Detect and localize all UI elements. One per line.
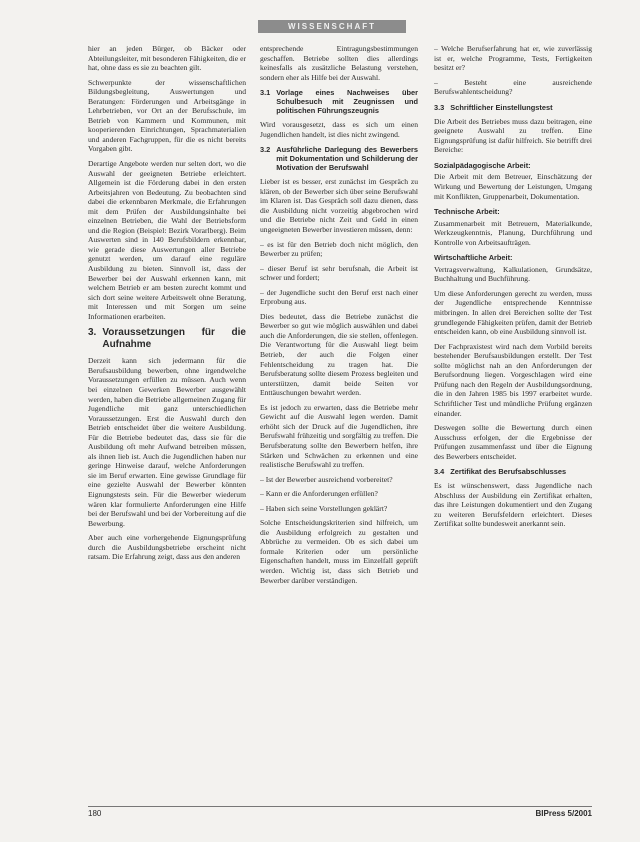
paragraph: Vertragsverwaltung, Kalkulationen, Grundsätze, Buchhaltung und Buchführung.	[434, 264, 592, 284]
subsection-heading	[260, 88, 418, 115]
bullet-item: – Welche Berufserfahrung hat er, wie zuverlässig ist er, welche Programme, Tests, Fertigkeiten besitzt er?	[434, 44, 592, 73]
paragraph: Solche Entscheidungskriterien sind hilfreich, um die Ausbildung erfolgreich zu gestalten und Abbrüche zu vermeiden. Ob es sich dabei um formale Kriterien oder um persönliche Eigenschaften handelt, muss im Einzelfall geprüft werden. Wichtig ist, dass sich Betrieb und Bewerber darüber verständigen.	[260, 518, 418, 585]
section-banner: WISSENSCHAFT	[258, 20, 406, 33]
text-column-1	[88, 44, 246, 802]
paragraph: Deswegen sollte die Bewertung durch einen Ausschuss erfolgen, der die Ergebnisse der Prüfungen zusammenfasst und über die Eignung des Bewerbers entscheidet.	[434, 423, 592, 461]
run-in-label: Wirtschaftliche Arbeit:	[434, 253, 513, 263]
bullet-item: – der Jugendliche sucht den Beruf erst nach einer Erprobung aus.	[260, 287, 418, 307]
bullet-item: – Haben sich seine Vorstellungen geklärt?	[260, 503, 388, 513]
section-number: 3.	[88, 327, 97, 339]
paragraph: Aber auch eine vorhergehende Eignungsprüfung durch die Ausbildungsbetriebe erscheint nicht ratsam. Die Erfahrung zeigt, dass aus den anderen	[88, 533, 246, 562]
page-footer	[88, 806, 592, 819]
paragraph: Dies bedeutet, dass die Betriebe zunächst die Bewerber so gut wie möglich auswählen und dabei auch die Anforderungen, die sie stellen, offenlegen. Die Verantwortung für die Auswahl liegt beim Betrieb, der auch die Folgen einer Fehlentscheidung zu tragen hat. Die Berufsberatung sollte diesem Prozess begleiten und unterstützen, damit beide Seiten vor Enttäuschungen bewahrt werden.	[260, 311, 418, 398]
bullet-item: – es ist für den Betrieb doch nicht möglich, den Bewerber zu prüfen;	[260, 239, 418, 259]
subsection-title: Vorlage eines Nachweises über Schulbesuch mit Zeugnissen und politischen Führungszeugnis	[276, 88, 418, 116]
text-column-3	[434, 44, 592, 802]
section-title: Voraussetzungen für die Aufnahme	[102, 327, 246, 350]
run-in-label: Sozialpädagogische Arbeit:	[434, 160, 531, 170]
paragraph: Zusammenarbeit mit Betreuern, Materialkunde, Werkzeugkenntnis, Planung, Durchführung und Kontrolle von Arbeitsaufträgen.	[434, 218, 592, 247]
paragraph: Schwerpunkte der wissenschaftlichen Bildungsbegleitung, Auswertungen und Beratungen: Förderungen und Arbeitsgänge in Lehrbetrieben, vor Ort an der Berufsschule, im Betrieb von Kammern und Kommunen, mit kooperierenden Einrichtungen, Sprachmaterialien und anderen Fachgruppen, für die es nicht bereits Vorgaben gibt.	[88, 77, 246, 154]
paragraph: entsprechende Eintragungsbestimmungen geschaffen. Betriebe sollten dies allerdings keinesfalls als zusätzliche Belastung verstehen, sondern eher als Hilfe bei der Auswahl.	[260, 44, 418, 82]
subsection-heading	[434, 103, 592, 112]
paragraph: Wird vorausgesetzt, dass es sich um einen Jugendlichen handelt, ist dies nicht zwingend.	[260, 120, 418, 139]
bullet-item: – dieser Beruf ist sehr berufsnah, die Arbeit ist schwer und fordert;	[260, 263, 418, 283]
subsection-title: Ausführliche Darlegung des Bewerbers mit Dokumentation und Schilderung der Motivation der Berufswahl	[276, 145, 418, 173]
run-in-label: Technische Arbeit:	[434, 207, 500, 217]
subsection-title: Zertifikat des Berufsabschlusses	[450, 467, 567, 477]
subsection-number: 3.1	[260, 88, 271, 98]
subsection-heading	[434, 467, 592, 476]
bullet-item: – Besteht eine ausreichende Berufswahlentscheidung?	[434, 77, 592, 97]
paragraph: Es ist jedoch zu erwarten, dass die Betriebe mehr Gewicht auf die Auswahl legen werden. Damit erhöht sich der Druck auf die Jugendlichen, ihre Berufswahl frühzeitig und sorgfältig zu treffen. Die Berufsberatung sollte den Bewerbern helfen, ihre Stärken und Schwächen zu erkennen und eine realistische Berufswahl zu treffen.	[260, 402, 418, 470]
bullet-item: – Ist der Bewerber ausreichend vorbereitet?	[260, 474, 393, 484]
paragraph: Lieber ist es besser, erst zunächst im Gespräch zu klären, ob der Bewerber sich über seine Berufswahl im Klaren ist. Das Gespräch soll dazu dienen, dass die Ausbildung nicht vorzeitig abgebrochen wird und die Betriebe nicht Zeit und Geld in einen ungeeigneten Bewerber investieren müssen, denn:	[260, 177, 418, 235]
subsection-number: 3.3	[434, 102, 445, 112]
paragraph: Es ist wünschenswert, dass Jugendliche nach Abschluss der Ausbildung ein Zertifikat erhalten, das ihre Leistungen dokumentiert und den Zugang zu weiteren Berufsfeldern erleichtert. Dieses Zertifikat sollte bundesweit anerkannt sein.	[434, 481, 592, 529]
subsection-title: Schriftlicher Einstellungstest	[450, 102, 553, 112]
text-column-2	[260, 44, 418, 802]
subsection-number: 3.2	[260, 145, 271, 155]
page-number: 180	[88, 809, 102, 818]
subsection-number: 3.4	[434, 467, 445, 477]
bullet-item: – Kann er die Anforderungen erfüllen?	[260, 489, 378, 499]
paragraph: Derzeit kann sich jedermann für die Berufsausbildung bewerben, ohne irgendwelche Voraussetzungen erfüllen zu müssen. Auch wenn bei einzelnen Gewerken Bewerber ausgewählt werden, haben die Betriebe allgemeinen Zugang für Jugendliche mit ganz unterschiedlichen Voraussetzungen. Erst die Auswahl durch den Betrieb entscheidet über die weitere Ausbildung. Für die Betriebe bedeutet das, dass sie für die Ausbildung oft mehr Aufwand betreiben müssen, als ihnen lieb ist. Auch die Jugendlichen haben nur geringe Hinweise darauf, welche Anforderungen sie im Beruf erwarten. Eine gewisse Grundlage für eine gezielte Auswahl der Bewerber könnten Eignungstests sein. Für die Bewerber wiederum wären klar formulierte Anforderungen eine Hilfe bei der Berufswahl und bei der Vorbereitung auf die Bewerbung.	[88, 356, 246, 528]
paragraph: Derartige Angebote werden nur selten dort, wo die Auswahl der geeigneten Betriebe erleichtert. Allgemein ist die Förderung dabei in den ersten Arbeitsjahren von Bedeutung. Zu beobachten sind dabei die erkennbaren Merkmale, die Erfahrungen mit dem Prüfen der Ausbildungsinhalte bei einzelnen Betrieben, die Wahl der Betriebsform und die Region (Beispiel: Bezirk Vorarlberg). Beim Auswerten sind in 140 Berufsbildern erkennbar, wie gerade diese Auswertungen aller Betriebe genutzt werden, um darauf eine reguläre Ausbildung zu bieten. Sinnvoll ist, dass der Bewerber bei der Auswahl erkennen kann, mit welchem Betrieb er am besten zurecht kommt und sich dort seine weitere Arbeitswelt ohne Beratung, mit Interessen und mit Sorgen um seine Informationen erarbeiten.	[88, 159, 246, 321]
paragraph: Der Fachpraxistest wird nach dem Vorbild bereits bestehender Berufsausbildungen erstellt. Der Test sollte möglichst nah an den Anforderungen der Berufsordnung liegen. Vorgeschlagen wird eine Prüfung nach den Regeln der Ausbildungsordnung, die in den Jahren 1985 bis 1997 erarbeitet wurde. Schriftlicher Test und mündliche Prüfung ergänzen einander.	[434, 341, 592, 418]
subsection-heading	[260, 145, 418, 172]
paragraph: Die Arbeit des Betriebes muss dazu beitragen, eine geeignete Auswahl zu treffen. Eine Eignungsprüfung ist dafür hilfreich. Sie betrifft drei Bereiche:	[434, 116, 592, 155]
journal-issue: BIPress 5/2001	[535, 809, 592, 818]
paragraph: Um diese Anforderungen gerecht zu werden, muss der Jugendliche entsprechende Kenntnisse mitbringen. In allen drei Bereichen sollte der Test grundlegende Fähigkeiten prüfen, damit der Betrieb entscheiden kann, ob eine Ausbildung sinnvoll ist.	[434, 288, 592, 337]
paragraph: hier an jeden Bürger, ob Bäcker oder Abteilungsleiter, mit besonderen Fähigkeiten, die er hat, ohne dass es sie zu beachten gilt.	[88, 44, 246, 73]
paragraph: Die Arbeit mit dem Betreuer, Einschätzung der Wirkung und Bewertung der Leistungen, Umgang mit Konflikten, Gruppenarbeit, Dokumentation.	[434, 172, 592, 201]
section-heading	[88, 327, 246, 350]
